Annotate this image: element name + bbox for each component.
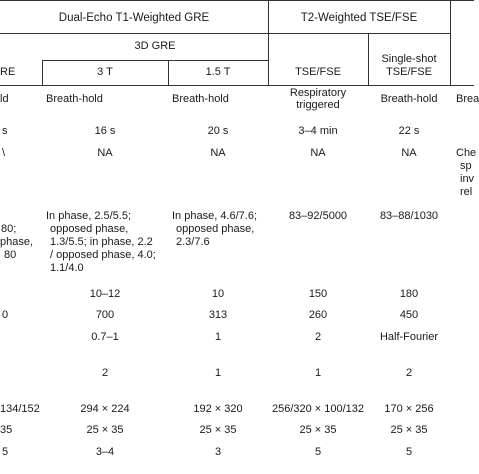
column-header-partial: RE	[0, 66, 16, 78]
table-cell: 450	[399, 309, 419, 321]
table-cell: Brea	[456, 93, 479, 105]
table-cell: In phase, 4.6/7.6;	[172, 210, 258, 222]
table-cell: 294 × 224	[80, 403, 130, 415]
table-cell: 1	[214, 367, 222, 379]
table-cell: 16 s	[94, 125, 116, 137]
table-cell: \	[2, 147, 6, 159]
table-cell: 150	[308, 288, 328, 300]
column-header-3t: 3 T	[97, 66, 113, 78]
table-cell: 83–92/5000	[288, 210, 348, 222]
table-cell: 1	[314, 367, 322, 379]
table-cell: 25 × 35	[86, 424, 124, 436]
table-cell: 3–4 min	[298, 125, 338, 137]
column-header-rule	[0, 85, 474, 86]
column-header-single-shot: Single-shot	[381, 53, 437, 65]
table-cell: 25 × 35	[199, 424, 237, 436]
table-cell: triggered	[296, 99, 340, 111]
group-header-dual-echo: Dual-Echo T1-Weighted GRE	[58, 12, 210, 24]
table-cell: 700	[95, 309, 115, 321]
table-cell: 5	[2, 446, 9, 458]
table-cell: sp	[460, 160, 472, 172]
table-cell: 80	[4, 249, 17, 261]
table-cell: 3	[214, 446, 222, 458]
table-cell: 2	[405, 367, 413, 379]
table-cell: 10	[211, 288, 225, 300]
table-cell: Respiratory	[289, 87, 347, 99]
subheader-rule	[42, 60, 268, 61]
table-cell: 25 × 35	[390, 424, 428, 436]
table-cell: 35	[0, 424, 13, 436]
table-cell: NA	[210, 147, 226, 159]
table-cell: 256/320 × 100/132	[271, 403, 365, 415]
table-cell: 2	[314, 331, 322, 343]
table-cell: ld	[0, 93, 9, 105]
table-cell: s	[2, 125, 8, 137]
table-cell: 10–12	[89, 288, 121, 300]
table-cell: inv	[460, 173, 475, 185]
table-cell: 313	[208, 309, 228, 321]
column-header-tse-fse: TSE/FSE	[295, 66, 341, 78]
table-cell: Breath-hold	[172, 93, 229, 105]
subheader-3d-gre: 3D GRE	[134, 40, 176, 52]
table-cell: 2	[101, 367, 109, 379]
table-cell: 260	[308, 309, 328, 321]
table-cell: 192 × 320	[193, 403, 243, 415]
table-cell: Breath-hold	[380, 93, 438, 105]
table-cell: 1.3/5.5; in phase, 2.2	[50, 236, 153, 248]
table-cell: NA	[401, 147, 417, 159]
column-divider	[450, 0, 451, 86]
table-cell: 5	[405, 446, 413, 458]
table-cell: Half-Fourier	[379, 331, 439, 343]
table-cell: opposed phase,	[50, 223, 129, 235]
table-cell: 83–88/1030	[379, 210, 439, 222]
table-cell: 180	[399, 288, 419, 300]
table-cell: 1.1/4.0	[50, 262, 84, 274]
table-cell: 0	[2, 309, 9, 321]
table-cell: Che	[456, 147, 477, 159]
column-header-15t: 1.5 T	[205, 66, 231, 78]
table-cell: phase,	[0, 236, 34, 248]
table-cell: NA	[97, 147, 113, 159]
table-cell: 134/152	[0, 403, 40, 415]
table-cell: 0.7–1	[91, 331, 119, 343]
table-cell: 3–4	[95, 446, 115, 458]
table-cell: 2.3/7.6	[176, 236, 210, 248]
table-cell: opposed phase,	[176, 223, 255, 235]
table-cell: In phase, 2.5/5.5;	[46, 210, 132, 222]
table-cell: 25 × 35	[299, 424, 337, 436]
table-cell: 170 × 256	[384, 403, 434, 415]
table-cell: 80;	[1, 223, 17, 235]
table-top-rule	[0, 0, 474, 1]
group-header-rule	[0, 33, 450, 34]
table-cell: NA	[310, 147, 326, 159]
table-cell: 1	[214, 331, 222, 343]
table-cell: / opposed phase, 4.0;	[50, 249, 156, 261]
column-header-single-shot: TSE/FSE	[386, 66, 432, 78]
table-cell: rel	[460, 186, 473, 198]
table-cell: 5	[314, 446, 322, 458]
table-cell: Breath-hold	[46, 93, 103, 105]
group-header-t2: T2-Weighted TSE/FSE	[300, 12, 418, 24]
table-cell: 22 s	[398, 125, 420, 137]
table-cell: 20 s	[207, 125, 229, 137]
